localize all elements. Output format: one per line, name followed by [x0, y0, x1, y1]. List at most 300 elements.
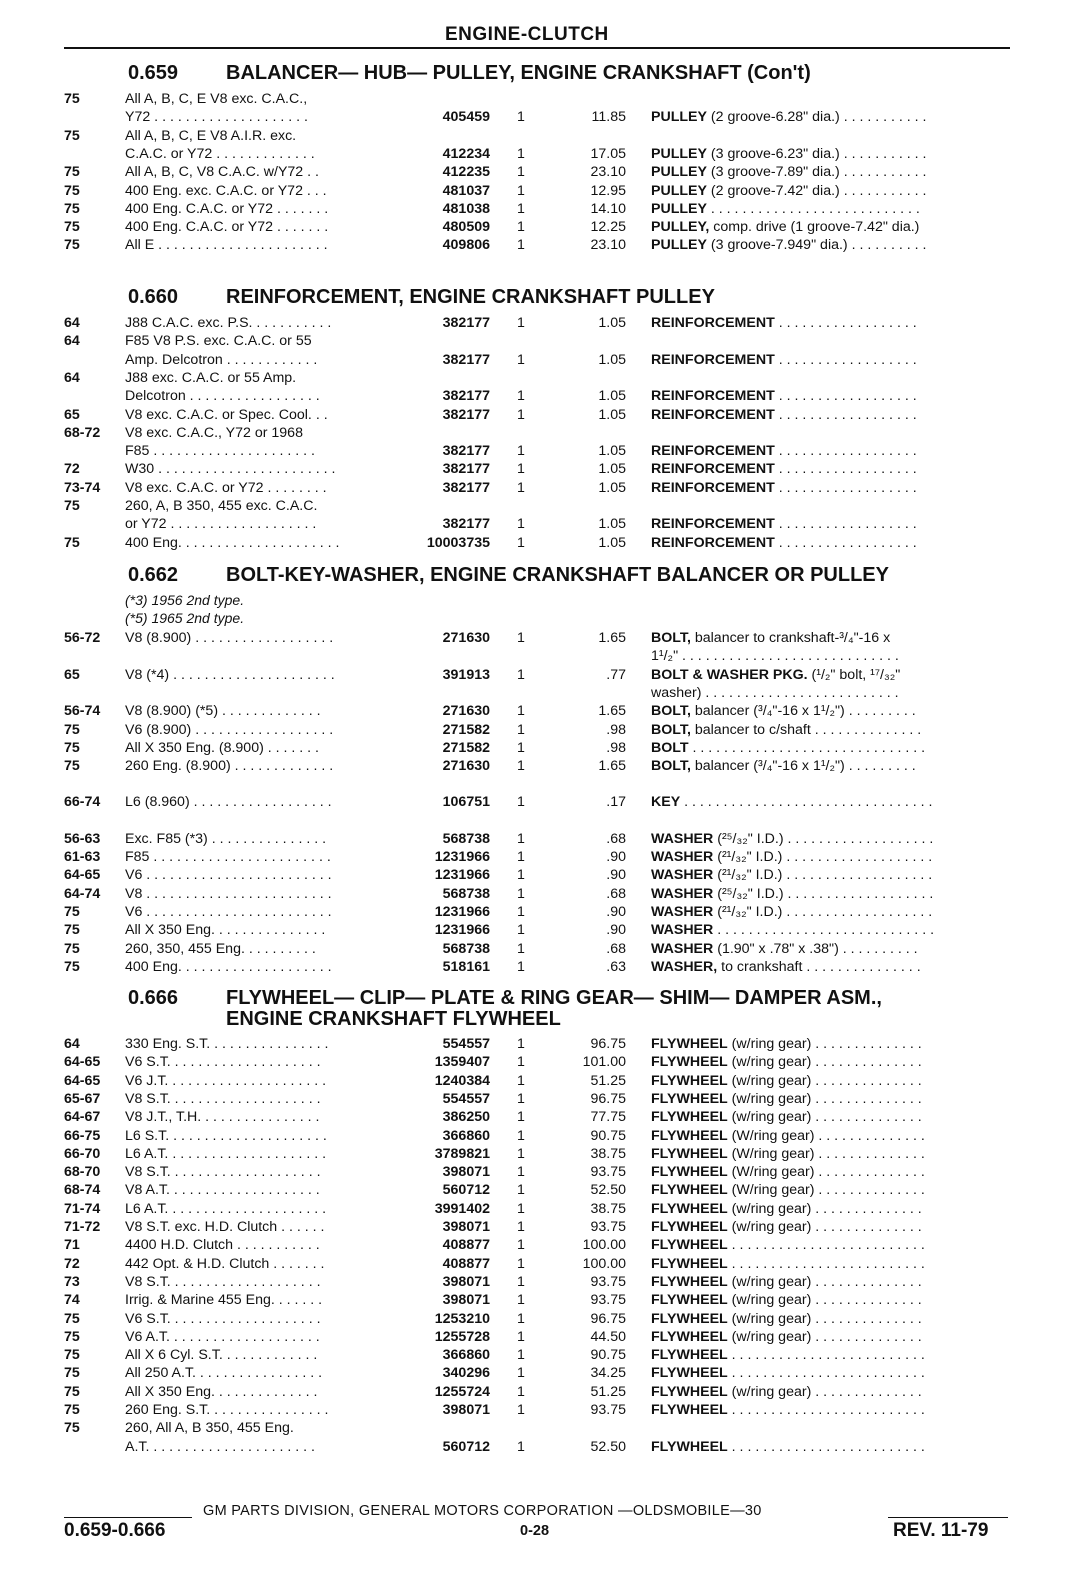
- description-cell: [651, 1201, 1011, 1218]
- year-cell: 75: [64, 739, 80, 756]
- part-number-cell: 398071: [442, 1273, 490, 1290]
- description-cell: [651, 146, 1011, 163]
- quantity-cell: 1: [517, 1402, 525, 1418]
- year-cell: 75: [64, 498, 80, 514]
- quantity-cell: 1: [517, 1365, 525, 1382]
- description-cell: [651, 1109, 1011, 1126]
- application-cell: L6 A.T. . . . . . . . . . . . . . . . . . . . .: [125, 1200, 327, 1217]
- description-detail: (2 groove-6.28" dia.) . . . . . . . . . . .: [706, 109, 927, 126]
- part-number-cell: 3991402: [434, 1200, 490, 1217]
- description-name: BOLT & WASHER PKG.: [651, 666, 808, 683]
- application-cell: or Y72 . . . . . . . . . . . . . . . . . . .: [125, 516, 317, 533]
- part-number-cell: 106751: [442, 794, 490, 811]
- part-number-cell: 382177: [442, 443, 490, 460]
- description-detail: . . . . . . . . . . . . . . . . . .: [774, 315, 917, 331]
- description-name: REINFORCEMENT: [651, 516, 775, 533]
- description-cell: [651, 922, 1011, 939]
- application-cell: W30 . . . . . . . . . . . . . . . . . . . . . . .: [125, 461, 336, 478]
- section-heading: [128, 286, 715, 309]
- description-cell: [651, 959, 1011, 976]
- quantity-cell: 1: [517, 237, 525, 254]
- description-detail: . . . . . . . . . . . . . . . . . . . . . . . . .: [727, 1237, 925, 1254]
- description-name: FLYWHEEL: [651, 1292, 728, 1309]
- description-cell: [651, 1256, 1011, 1273]
- description-cell: [651, 740, 1011, 757]
- quantity-cell: 1: [517, 182, 525, 199]
- description-detail: (w/ring gear) . . . . . . . . . . . . . .: [727, 1310, 922, 1327]
- year-cell: 73-74: [64, 479, 101, 496]
- description-name: BOLT,: [651, 721, 691, 738]
- year-cell: 75: [64, 534, 80, 551]
- part-number-cell: 568738: [442, 830, 490, 847]
- year-cell: 75: [64, 1347, 80, 1364]
- part-number-cell: 1231966: [434, 849, 490, 865]
- description-name: FLYWHEEL: [651, 1109, 728, 1126]
- year-cell: 64-65: [64, 1054, 101, 1071]
- description-name: REINFORCEMENT: [651, 479, 775, 496]
- application-cell: V8 A.T. . . . . . . . . . . . . . . . . . . .: [125, 1182, 320, 1199]
- description-cell: [651, 443, 1011, 460]
- application-cell: 442 Opt. & H.D. Clutch . . . . . . .: [125, 1255, 325, 1272]
- description-cell: [651, 1128, 1011, 1145]
- application-cell: F85 . . . . . . . . . . . . . . . . . . . . .: [125, 443, 316, 460]
- description-name: FLYWHEEL: [651, 1127, 728, 1144]
- description-name: BOLT,: [651, 758, 691, 775]
- year-cell: 64-67: [64, 1109, 101, 1126]
- quantity-cell: 1: [517, 219, 525, 236]
- description-detail: (w/ring gear) . . . . . . . . . . . . . .: [727, 1292, 922, 1309]
- price-cell: 23.10: [590, 237, 626, 254]
- price-cell: 14.10: [590, 200, 626, 217]
- price-cell: 1.05: [598, 461, 626, 478]
- year-cell: 71-72: [64, 1219, 101, 1235]
- price-cell: 96.75: [590, 1090, 626, 1107]
- part-number-cell: 560712: [442, 1438, 490, 1455]
- quantity-cell: 1: [517, 406, 525, 423]
- price-cell: 23.10: [590, 164, 626, 181]
- description-detail: . . . . . . . . . . . . . . . . . . . . . . . . .: [727, 1438, 925, 1455]
- description-name: REINFORCEMENT: [651, 315, 775, 331]
- description-name: WASHER,: [651, 958, 718, 975]
- description-detail: (w/ring gear) . . . . . . . . . . . . . .: [727, 1072, 922, 1089]
- description-name: FLYWHEEL: [651, 1164, 728, 1181]
- description-name: KEY: [651, 794, 681, 811]
- section-heading: [128, 564, 889, 587]
- section-note: (*3) 1956 2nd type.: [125, 592, 245, 608]
- application-cell: Y72 . . . . . . . . . . . . . . . . . . . .: [125, 109, 308, 126]
- quantity-cell: 1: [517, 388, 525, 405]
- year-cell: 75: [64, 182, 80, 199]
- price-cell: .68: [606, 830, 626, 847]
- price-cell: 38.75: [590, 1145, 626, 1162]
- year-cell: 74: [64, 1292, 80, 1309]
- price-cell: 12.95: [590, 182, 626, 199]
- application-cell: 400 Eng. . . . . . . . . . . . . . . . . . . . .: [125, 534, 340, 551]
- description-name: PULLEY,: [651, 219, 710, 236]
- part-number-cell: 1253210: [434, 1310, 490, 1327]
- description-name: WASHER: [651, 922, 714, 939]
- section-title: BOLT-KEY-WASHER, ENGINE CRANKSHAFT BALANCER OR PULLEY: [226, 564, 889, 586]
- description-detail: (w/ring gear) . . . . . . . . . . . . . .: [727, 1036, 922, 1052]
- description-name: FLYWHEEL: [651, 1273, 728, 1290]
- price-cell: 1.05: [598, 388, 626, 405]
- part-number-cell: 3789821: [434, 1145, 490, 1162]
- description-cell: [651, 388, 1011, 405]
- section-note: (*5) 1965 2nd type.: [125, 610, 245, 626]
- part-number-cell: 398071: [442, 1219, 490, 1235]
- description-cell: [651, 1237, 1011, 1254]
- quantity-cell: 1: [517, 1145, 525, 1162]
- price-cell: .90: [606, 903, 626, 920]
- price-cell: 90.75: [590, 1347, 626, 1364]
- description-detail: (3 groove-6.23" dia.) . . . . . . . . . . .: [706, 145, 927, 162]
- application-cell: C.A.C. or Y72 . . . . . . . . . . . . .: [125, 145, 315, 162]
- price-cell: 101.00: [582, 1054, 626, 1071]
- price-cell: 1.05: [598, 315, 626, 331]
- description-cell: [651, 461, 1011, 478]
- description-cell: [651, 1439, 1011, 1456]
- price-cell: 93.75: [590, 1402, 626, 1418]
- part-number-cell: 405459: [442, 109, 490, 126]
- price-cell: 93.75: [590, 1219, 626, 1235]
- application-cell: 260, A, B 350, 455 exc. C.A.C.: [125, 498, 318, 514]
- part-number-cell: 382177: [442, 516, 490, 533]
- price-cell: 1.05: [598, 516, 626, 533]
- description-cell: [651, 352, 1011, 369]
- part-number-cell: 386250: [442, 1109, 490, 1126]
- footer-rule-left: [64, 1517, 192, 1518]
- description-cell: [651, 164, 1011, 181]
- part-number-cell: 391913: [442, 666, 490, 683]
- description-name: FLYWHEEL: [651, 1255, 728, 1272]
- application-cell: All A, B, C, E V8 A.I.R. exc.: [125, 127, 297, 144]
- year-cell: 75: [64, 1420, 80, 1437]
- description-detail: . . . . . . . . . . . . . . . . . . . . . . . . . . . . . . . .: [680, 794, 933, 811]
- part-number-cell: 271630: [442, 703, 490, 720]
- year-cell: 65: [64, 666, 80, 683]
- year-cell: 64-74: [64, 885, 101, 902]
- year-cell: 64: [64, 369, 80, 386]
- description-detail: . . . . . . . . . . . . . . . . . . . . . . . . .: [727, 1347, 925, 1364]
- description-detail: . . . . . . . . . . . . . . . . . . . . . . . . . . .: [706, 200, 920, 217]
- application-cell: V8 (8.900) (*5) . . . . . . . . . . . . .: [125, 703, 321, 720]
- description-name: FLYWHEEL: [651, 1365, 728, 1382]
- application-cell: 400 Eng. C.A.C. or Y72 . . . . . . .: [125, 219, 329, 236]
- quantity-cell: 1: [517, 351, 525, 368]
- part-number-cell: 1255728: [434, 1328, 490, 1345]
- application-cell: All A, B, C, V8 C.A.C. w/Y72 . .: [125, 164, 319, 181]
- description-detail: (W/ring gear) . . . . . . . . . . . . . .: [727, 1164, 925, 1181]
- part-number-cell: 382177: [442, 406, 490, 423]
- application-cell: Delcotron . . . . . . . . . . . . . . . . .: [125, 388, 320, 405]
- description-cell: [651, 1146, 1011, 1163]
- year-cell: 75: [64, 758, 80, 775]
- quantity-cell: 1: [517, 630, 525, 646]
- description-cell: [651, 794, 1011, 811]
- description-detail: balancer (³/₄"-16 x 1¹/₂") . . . . . . . . .: [690, 758, 916, 775]
- application-cell: J88 C.A.C. exc. P.S. . . . . . . . . . .: [125, 315, 332, 331]
- page-header: ENGINE-CLUTCH: [445, 24, 609, 45]
- description-name: FLYWHEEL: [651, 1182, 728, 1199]
- description-name: FLYWHEEL: [651, 1402, 728, 1418]
- part-number-cell: 1359407: [434, 1054, 490, 1071]
- application-cell: 400 Eng. C.A.C. or Y72 . . . . . . .: [125, 200, 329, 217]
- part-number-cell: 481038: [442, 200, 490, 217]
- application-cell: 4400 H.D. Clutch . . . . . . . . . . .: [125, 1237, 320, 1254]
- description-cell: [651, 1054, 1011, 1071]
- price-cell: 93.75: [590, 1292, 626, 1309]
- application-cell: V8 (*4) . . . . . . . . . . . . . . . . . . . . .: [125, 666, 335, 683]
- description-cell: [651, 1219, 1011, 1236]
- part-number-cell: 568738: [442, 940, 490, 957]
- price-cell: 1.65: [598, 630, 626, 646]
- application-cell: V6 . . . . . . . . . . . . . . . . . . . . . . . .: [125, 903, 332, 920]
- description-cell: [651, 1073, 1011, 1090]
- description-detail: . . . . . . . . . . . . . . . . . .: [774, 443, 917, 460]
- price-cell: 1.65: [598, 758, 626, 775]
- application-cell: All X 350 Eng. (8.900) . . . . . . .: [125, 739, 319, 756]
- price-cell: .63: [606, 958, 626, 975]
- description-name: BOLT: [651, 739, 689, 756]
- quantity-cell: 1: [517, 1438, 525, 1455]
- description-cell: [651, 1311, 1011, 1328]
- application-cell: F85 . . . . . . . . . . . . . . . . . . . . . . .: [125, 849, 331, 865]
- description-detail: . . . . . . . . . . . . . . . . . .: [774, 534, 917, 551]
- price-cell: 44.50: [590, 1328, 626, 1345]
- quantity-cell: 1: [517, 1347, 525, 1364]
- price-cell: 1.05: [598, 479, 626, 496]
- description-cell: [651, 630, 1011, 647]
- description-cell: [651, 315, 1011, 332]
- section-number: 0.660: [128, 286, 179, 308]
- part-number-cell: 398071: [442, 1292, 490, 1309]
- part-number-cell: 1231966: [434, 903, 490, 920]
- description-name: FLYWHEEL: [651, 1310, 728, 1327]
- description-detail: (²⁵/₃₂" I.D.) . . . . . . . . . . . . . . . . . . .: [713, 885, 934, 902]
- description-cell: [651, 535, 1011, 552]
- quantity-cell: 1: [517, 885, 525, 902]
- application-cell: 400 Eng. . . . . . . . . . . . . . . . . . . .: [125, 958, 332, 975]
- footer-revision: REV. 11-79: [893, 1520, 989, 1541]
- part-number-cell: 366860: [442, 1347, 490, 1364]
- application-cell: V6 J.T. . . . . . . . . . . . . . . . . . . . .: [125, 1072, 327, 1089]
- year-cell: 66-70: [64, 1145, 101, 1162]
- price-cell: 1.05: [598, 406, 626, 423]
- description-name: WASHER: [651, 940, 714, 957]
- description-detail: . . . . . . . . . . . . . . . . . . . . . . . . . . . . . .: [688, 739, 926, 756]
- description-detail: (w/ring gear) . . . . . . . . . . . . . .: [727, 1200, 922, 1217]
- quantity-cell: 1: [517, 443, 525, 460]
- description-detail: balancer to c/shaft . . . . . . . . . . . . . .: [690, 721, 922, 738]
- application-cell: V8 S.T. . . . . . . . . . . . . . . . . . . .: [125, 1273, 321, 1290]
- description-cell: [651, 1274, 1011, 1291]
- description-detail: (w/ring gear) . . . . . . . . . . . . . .: [727, 1054, 922, 1071]
- price-cell: 51.25: [590, 1383, 626, 1400]
- year-cell: 64: [64, 1036, 80, 1052]
- application-cell: All A, B, C, E V8 exc. C.A.C.,: [125, 91, 308, 107]
- description-name: PULLEY: [651, 109, 707, 126]
- part-number-cell: 271582: [442, 739, 490, 756]
- quantity-cell: 1: [517, 109, 525, 126]
- application-cell: V8 S.T. . . . . . . . . . . . . . . . . . . .: [125, 1090, 321, 1107]
- price-cell: 11.85: [591, 109, 626, 126]
- application-cell: V6 (8.900) . . . . . . . . . . . . . . . . . .: [125, 721, 334, 738]
- description-name: REINFORCEMENT: [651, 406, 775, 423]
- description-name: REINFORCEMENT: [651, 443, 775, 460]
- year-cell: 75: [64, 958, 80, 975]
- year-cell: 75: [64, 922, 80, 939]
- description-cell: [651, 480, 1011, 497]
- part-number-cell: 382177: [442, 315, 490, 331]
- quantity-cell: 1: [517, 849, 525, 865]
- description-name: FLYWHEEL: [651, 1383, 728, 1400]
- section-number: 0.662: [128, 564, 179, 586]
- year-cell: 64-65: [64, 867, 101, 884]
- section-heading: [128, 62, 811, 85]
- part-number-cell: 1231966: [434, 867, 490, 884]
- year-cell: 66-75: [64, 1127, 101, 1144]
- quantity-cell: 1: [517, 1090, 525, 1107]
- footer-page-number: 0-28: [520, 1523, 550, 1539]
- description-name: REINFORCEMENT: [651, 534, 775, 551]
- description-detail: . . . . . . . . . . . . . . . . . .: [774, 461, 917, 478]
- application-cell: V8 exc. C.A.C. or Y72 . . . . . . . .: [125, 479, 327, 496]
- application-cell: L6 A.T. . . . . . . . . . . . . . . . . . . . .: [125, 1145, 327, 1162]
- year-cell: 66-74: [64, 794, 101, 811]
- description-cell: [651, 1036, 1011, 1053]
- year-cell: 56-63: [64, 830, 101, 847]
- application-cell: V8 . . . . . . . . . . . . . . . . . . . . . . . .: [125, 885, 332, 902]
- description-cell: [651, 667, 1011, 684]
- quantity-cell: 1: [517, 461, 525, 478]
- price-cell: .17: [606, 794, 626, 811]
- application-cell: Irrig. & Marine 455 Eng. . . . . . .: [125, 1292, 323, 1309]
- application-cell: V6 S.T. . . . . . . . . . . . . . . . . . . .: [125, 1310, 321, 1327]
- quantity-cell: 1: [517, 1273, 525, 1290]
- description-cell: [651, 219, 1011, 236]
- description-detail: (2 groove-7.42" dia.) . . . . . . . . . . .: [706, 182, 927, 199]
- price-cell: 38.75: [590, 1200, 626, 1217]
- quantity-cell: 1: [517, 739, 525, 756]
- description-detail: . . . . . . . . . . . . . . . . . . . . . . . . . . . .: [713, 922, 935, 939]
- year-cell: 75: [64, 1365, 80, 1382]
- quantity-cell: 1: [517, 1255, 525, 1272]
- description-detail: . . . . . . . . . . . . . . . . . .: [774, 406, 917, 423]
- description-cell: [651, 685, 1011, 702]
- part-number-cell: 366860: [442, 1127, 490, 1144]
- application-cell: 330 Eng. S.T. . . . . . . . . . . . . . . .: [125, 1036, 329, 1052]
- application-cell: V8 (8.900) . . . . . . . . . . . . . . . . . .: [125, 630, 334, 646]
- part-number-cell: 412234: [442, 145, 490, 162]
- application-cell: A.T. . . . . . . . . . . . . . . . . . . . . .: [125, 1438, 315, 1455]
- quantity-cell: 1: [517, 1036, 525, 1052]
- price-cell: 1.05: [598, 351, 626, 368]
- description-detail: (²⁵/₃₂" I.D.) . . . . . . . . . . . . . . . . . . .: [713, 830, 934, 847]
- quantity-cell: 1: [517, 164, 525, 181]
- description-cell: [651, 1164, 1011, 1181]
- price-cell: .90: [606, 867, 626, 884]
- price-cell: .68: [606, 940, 626, 957]
- description-name: FLYWHEEL: [651, 1090, 728, 1107]
- description-detail: . . . . . . . . . . . . . . . . . . . . . . . . .: [727, 1365, 925, 1382]
- part-number-cell: 10003735: [426, 534, 490, 551]
- description-detail: . . . . . . . . . . . . . . . . . . . . . . . . .: [727, 1402, 925, 1418]
- description-name: REINFORCEMENT: [651, 461, 775, 478]
- quantity-cell: 1: [517, 794, 525, 811]
- quantity-cell: 1: [517, 940, 525, 957]
- part-number-cell: 560712: [442, 1182, 490, 1199]
- quantity-cell: 1: [517, 666, 525, 683]
- part-number-cell: 271630: [442, 758, 490, 775]
- description-detail: (²¹/₃₂" I.D.) . . . . . . . . . . . . . . . . . . .: [713, 867, 933, 884]
- description-cell: [651, 1091, 1011, 1108]
- description-name: FLYWHEEL: [651, 1219, 728, 1235]
- section-number: 0.659: [128, 62, 179, 84]
- year-cell: 75: [64, 219, 80, 236]
- year-cell: 75: [64, 1328, 80, 1345]
- description-name: WASHER: [651, 830, 714, 847]
- description-cell: [651, 201, 1011, 218]
- description-detail: (¹/₂" bolt, ¹⁷/₃₂": [807, 666, 901, 683]
- section-heading: [128, 987, 882, 1010]
- application-cell: V6 A.T. . . . . . . . . . . . . . . . . . . .: [125, 1328, 320, 1345]
- description-cell: [651, 758, 1011, 775]
- year-cell: 64: [64, 315, 80, 331]
- year-cell: 75: [64, 237, 80, 254]
- quantity-cell: 1: [517, 315, 525, 331]
- description-detail: (W/ring gear) . . . . . . . . . . . . . .: [727, 1145, 925, 1162]
- application-cell: V8 S.T. . . . . . . . . . . . . . . . . . . .: [125, 1164, 321, 1181]
- description-name: REINFORCEMENT: [651, 388, 775, 405]
- application-cell: L6 (8.960) . . . . . . . . . . . . . . . . . .: [125, 794, 332, 811]
- application-cell: V6 . . . . . . . . . . . . . . . . . . . . . . . .: [125, 867, 332, 884]
- price-cell: .98: [606, 721, 626, 738]
- part-number-cell: 271582: [442, 721, 490, 738]
- application-cell: V8 S.T. exc. H.D. Clutch . . . . . .: [125, 1219, 325, 1235]
- quantity-cell: 1: [517, 1292, 525, 1309]
- application-cell: F85 V8 P.S. exc. C.A.C. or 55: [125, 333, 312, 350]
- year-cell: 75: [64, 721, 80, 738]
- application-cell: V8 exc. C.A.C. or Spec. Cool. . .: [125, 406, 328, 423]
- part-number-cell: 412235: [442, 164, 490, 181]
- quantity-cell: 1: [517, 703, 525, 720]
- quantity-cell: 1: [517, 1310, 525, 1327]
- description-detail: washer) . . . . . . . . . . . . . . . . . . . . . . . . .: [651, 684, 899, 701]
- description-name: FLYWHEEL: [651, 1438, 728, 1455]
- section-title: REINFORCEMENT, ENGINE CRANKSHAFT PULLEY: [226, 286, 715, 308]
- quantity-cell: 1: [517, 200, 525, 217]
- description-cell: [651, 1292, 1011, 1309]
- quantity-cell: 1: [517, 479, 525, 496]
- price-cell: 100.00: [582, 1255, 626, 1272]
- description-detail: (w/ring gear) . . . . . . . . . . . . . .: [727, 1219, 922, 1235]
- application-cell: All X 350 Eng. . . . . . . . . . . . . . .: [125, 922, 326, 939]
- description-cell: [651, 1329, 1011, 1346]
- description-name: BOLT,: [651, 630, 691, 646]
- part-number-cell: 398071: [442, 1164, 490, 1181]
- year-cell: 75: [64, 940, 80, 957]
- quantity-cell: 1: [517, 1219, 525, 1235]
- quantity-cell: 1: [517, 867, 525, 884]
- description-name: FLYWHEEL: [651, 1145, 728, 1162]
- section-title: BALANCER— HUB— PULLEY, ENGINE CRANKSHAFT (Con't): [226, 62, 811, 84]
- price-cell: 1.05: [598, 443, 626, 460]
- part-number-cell: 408877: [442, 1237, 490, 1254]
- description-name: PULLEY: [651, 164, 707, 181]
- price-cell: 51.25: [590, 1072, 626, 1089]
- description-cell: [651, 867, 1011, 884]
- description-detail: . . . . . . . . . . . . . . . . . . . . . . . . .: [727, 1255, 925, 1272]
